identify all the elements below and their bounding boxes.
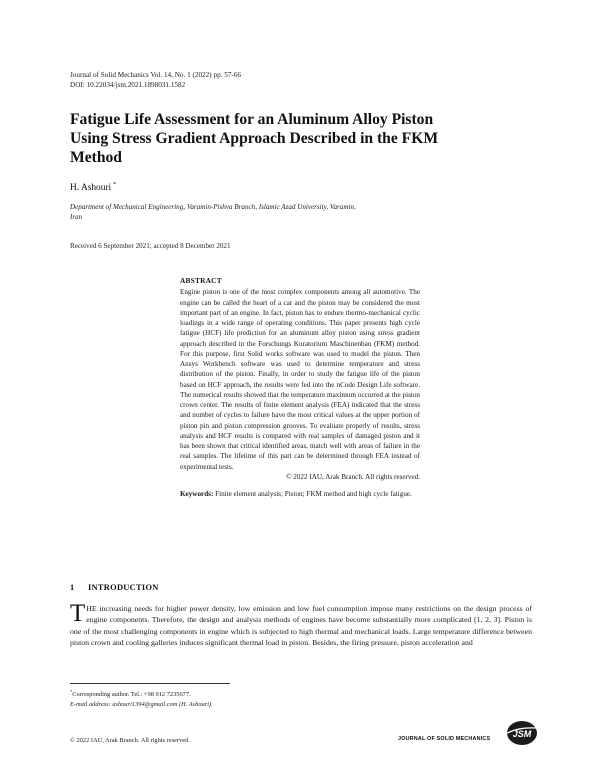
email-label: E-mail address:	[70, 700, 111, 708]
logo-letters: JSM	[512, 729, 532, 739]
section-title: INTRODUCTION	[88, 583, 159, 592]
journal-citation	[70, 70, 241, 90]
author-affiliation	[70, 202, 534, 222]
journal-logo-icon	[502, 719, 538, 747]
affiliation-line: Iran	[70, 213, 83, 221]
keywords-list: Finite element analysis; Piston; FKM method and high cycle fatigue.	[213, 490, 412, 498]
drop-cap: T	[70, 600, 86, 627]
email-value: ashouri1394@gmail.com (H. Ashouri).	[110, 700, 213, 708]
footnote-mark: *	[70, 689, 73, 694]
footer-copyright: © 2022 IAU, Arak Branch. All rights reserved.	[70, 737, 190, 744]
abstract-section	[180, 276, 420, 499]
section-number: 1	[70, 583, 75, 592]
abstract-heading: ABSTRACT	[180, 276, 222, 285]
journal-volume-line: Journal of Solid Mechanics Vol. 14, No. 1 (2022) pp. 57-66	[70, 71, 242, 79]
keywords	[180, 489, 420, 499]
abstract-body: Engine piston is one of the most complex components among all automotive. The engine can be called the heart of a car and the piston may be considered the most important part of an engine. In fact, piston has to endure thermo-mechanical cyclic loadings in a wide range of operating conditions. This paper presents high cycle fatigue (HCF) life prediction for an aluminum alloy piston using stress gradient approach described in the Forschungs Kuratorium Maschinenbau (FKM) method. For this purpose, first Solid works software was used to model the piston. Then Ansys Workbench software was used to determine temperature and stress distribution of the piston. Finally, in order to study the fatigue life of the piston based on HCF approach, the results were fed into the nCode Design Life software. The numerical results showed that the temperature maximum occurred at the piston crown center. The results of finite element analysis (FEA) indicated that the stress and number of cycles to failure have the most critical values at the upper portion of piston pin and piston compression grooves. To evaluate properly of results, stress analysis and HCF results is compared with real samples of damaged piston and it has been shown that critical identified areas, match well with areas of failure in the real samples. The lifetime of this part can be determined through FEA instead of experimental tests.	[180, 288, 420, 471]
footnote	[70, 687, 370, 709]
journal-logo-text: JOURNAL OF SOLID MECHANICS	[398, 736, 491, 742]
corresponding-author-mark: *	[113, 182, 117, 188]
abstract-copyright: © 2022 IAU, Arak Branch. All rights reserved.	[286, 472, 420, 481]
footnote-divider	[70, 683, 230, 684]
title-line: Using Stress Gradient Approach Described in the FKM	[70, 130, 439, 147]
introduction-text: HE increasing needs for higher power density, low emission and low fuel consumption impose many restrictions on the design process of engine components. Therefore, the design and analysis methods of engines have become substantially more complicated [1, 2, 3]. Piston is one of the most challenging components in engine which is subjected to high thermal and mechanical loads. Large temperature difference between piston crown and cooling galleries induces significant thermal load in piston. Besides, the firing pressure, piston acceleration and	[70, 604, 532, 648]
keywords-label: Keywords:	[180, 490, 214, 498]
author-name: H. Ashouri	[70, 183, 112, 193]
author-line	[70, 182, 116, 193]
section-heading-introduction	[70, 583, 159, 592]
affiliation-line: Department of Mechanical Engineering, Varamin-Pishva Branch, Islamic Azad University, Varamin,	[70, 203, 356, 211]
footnote-email	[70, 700, 370, 710]
introduction-paragraph	[70, 600, 532, 649]
title-line: Fatigue Life Assessment for an Aluminum Alloy Piston	[70, 111, 434, 128]
journal-doi-line: DOI: 10.22034/jsm.2021.1898031.1582	[70, 81, 186, 89]
received-dates: Received 6 September 2021; accepted 8 December 2021	[70, 242, 231, 250]
footnote-corresponding-author: *Corresponding author. Tel.: +98 912 7235677.	[70, 689, 191, 699]
title-line: Method	[70, 149, 122, 166]
paper-title	[70, 110, 540, 167]
